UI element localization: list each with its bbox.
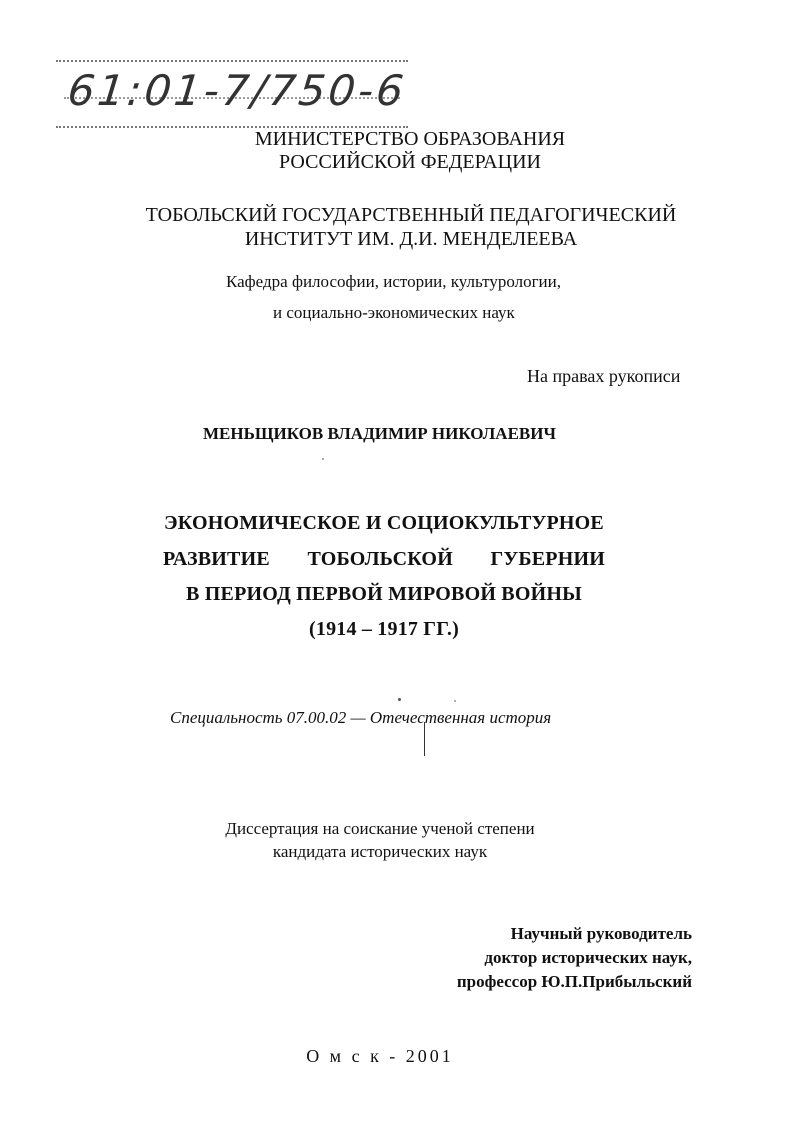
dissertation-line-1: Диссертация на соискание ученой степени (225, 819, 535, 838)
title-line-3: В ПЕРИОД ПЕРВОЙ МИРОВОЙ ВОЙНЫ (186, 583, 582, 605)
institute-heading (0, 203, 793, 251)
department-line-1: Кафедра философии, истории, культурологии, (226, 272, 562, 291)
title-line-4: (1914 – 1917 ГГ.) (309, 618, 459, 640)
supervisor-line-2: доктор исторических наук, (484, 948, 692, 967)
author-name: МЕНЬЩИКОВ ВЛАДИМИР НИКОЛАЕВИЧ (203, 424, 556, 443)
ministry-line-1: МИНИСТЕРСТВО ОБРАЗОВАНИЯ (254, 128, 566, 150)
ministry-heading (0, 128, 793, 174)
archive-number: 61:01-7/750-6 (65, 66, 409, 115)
title-line-2: РАЗВИТИЕ ТОБОЛЬСКОЙ ГУБЕРНИИ (163, 548, 605, 570)
ministry-line-2: РОССИЙСКОЙ ФЕДЕРАЦИИ (279, 151, 541, 173)
supervisor-block (420, 922, 692, 994)
supervisor-line-3: профессор Ю.П.Прибыльский (456, 972, 692, 991)
scan-speck (322, 458, 324, 460)
dissertation-degree (0, 817, 760, 863)
institute-line-2: ИНСТИТУТ ИМ. Д.И. МЕНДЕЛЕЕВА (244, 228, 578, 250)
dissertation-line-2: кандидата исторических наук (272, 842, 488, 861)
pen-mark-stroke (424, 722, 425, 756)
pen-mark-dot (398, 698, 401, 701)
manuscript-rights: На правах рукописи (527, 366, 681, 386)
institute-line-1: ТОБОЛЬСКИЙ ГОСУДАРСТВЕННЫЙ ПЕДАГОГИЧЕСКИЙ (145, 204, 677, 226)
title-line-1: ЭКОНОМИЧЕСКОЕ И СОЦИОКУЛЬТУРНОЕ (164, 512, 604, 534)
supervisor-line-1: Научный руководитель (510, 924, 692, 943)
speciality: Специальность 07.00.02 — Отечественная история (170, 708, 552, 727)
department-line-2: и социально-экономических наук (273, 303, 515, 322)
scan-speck (454, 700, 456, 702)
city-year: О м с к - 2001 (306, 1046, 454, 1066)
